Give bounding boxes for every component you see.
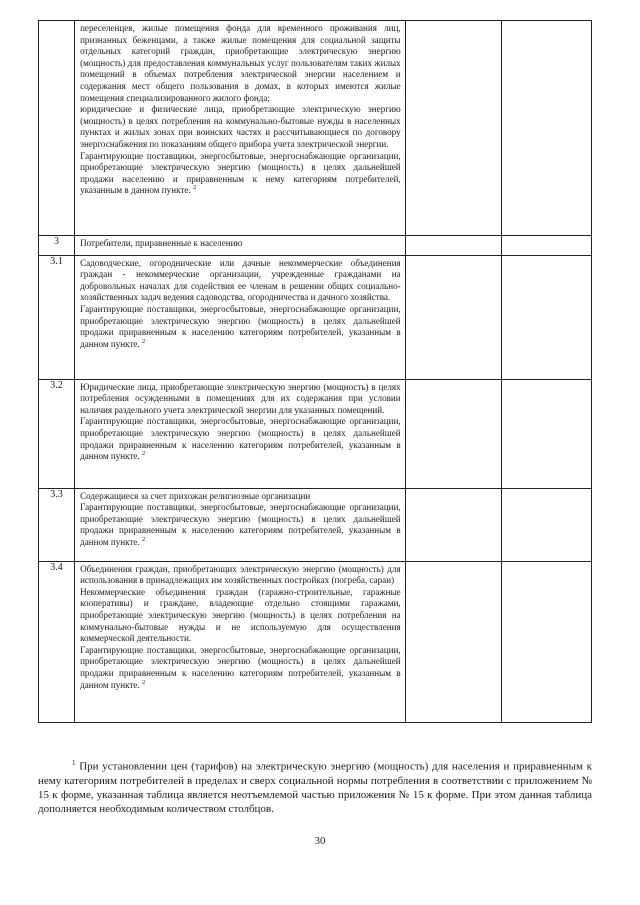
row-number: 3.1 bbox=[39, 255, 75, 379]
value-cell-1 bbox=[405, 255, 501, 379]
row-description bbox=[75, 236, 405, 255]
row-description-cell bbox=[75, 561, 406, 722]
value-cell-1 bbox=[405, 488, 501, 561]
row-description bbox=[75, 380, 405, 468]
row-description-text: Юридические лица, приобретающие электрическую энергию (мощность) в целях потребления осужденными в помещениях для их содержания при условии наличия раздельного учета электрической энергии для указанных помещений. Гарантирующие поставщики, энергосбытовые, энергоснабжающие организации, приобретающие электрическую энергию (мощность) в целях дальнейшей продажи приравненным к населению категориям потребителей, указанным в данном пункте. bbox=[80, 381, 401, 462]
row-number: 3 bbox=[39, 236, 75, 256]
table-row bbox=[39, 379, 592, 488]
value-cell-1 bbox=[405, 236, 501, 256]
row-description bbox=[75, 489, 405, 554]
row-number bbox=[39, 21, 75, 236]
table-row bbox=[39, 21, 592, 236]
footnote-ref: 2 bbox=[142, 535, 146, 543]
row-description-cell bbox=[75, 236, 406, 256]
footnote bbox=[38, 756, 592, 816]
footnote-ref: 2 bbox=[142, 678, 146, 686]
row-description bbox=[75, 256, 405, 356]
table-row bbox=[39, 236, 592, 256]
table-body bbox=[39, 21, 592, 723]
value-cell-2 bbox=[501, 561, 591, 722]
row-description-cell bbox=[75, 255, 406, 379]
footnote-ref: 2 bbox=[192, 184, 197, 192]
row-description-text: переселенцев, жилые помещения фонда для временного проживания лиц, признанных беженцами, а также жилые помещения для социальной защиты отдельных категорий граждан, приобретающие электрическую энергию (мощность) для предоставления коммунальных услуг пользователям таких жилых помещений в объемах потребления электрической энергии населением и содержания мест общего пользования в домах, в которых имеются жилые помещения специализированного жилого фонда; юридические и физические лица, приобретающие электрическую энергию (мощность) в целях потребления на коммунально-бытовые нужды в населенных пунктах и жилых зонах при воинских частях и рассчитывающиеся по договору энергоснабжения по показаниям общего прибора учета электрической энергии. Гарантирующие поставщики, энергосбытовые, энергоснабжающие организации, приобретающие электрическую энергию (мощность) в целях дальнейшей продажи населению и приравненным к нему категориям потребителей, указанным в данном пункте. bbox=[80, 23, 401, 196]
row-description-text: Объединения граждан, приобретающих электрическую энергию (мощность) для использования в принадлежащих им хозяйственных постройках (погреба, сараи) Некоммерческие объединения граждан (гаражно-строительные, гаражные кооперативы) и граждане, владеющие отдельно стоящими гаражами, приобретающие электрическую энергию (мощность) в целях потребления на коммунально-бытовые нужды и не используемую для осуществления коммерческой деятельности. Гарантирующие поставщики, энергосбытовые, энергоснабжающие организации, приобретающие электрическую энергию (мощность) в целях дальнейшей продажи приравненным к населению категориям потребителей, указанным в данном пункте. bbox=[80, 563, 401, 690]
footnote-text: При установлении цен (тарифов) на электрическую энергию (мощность) для населения и приравненным к нему категориям потребителей в пределах и сверх социальной нормы потребления в соответствии с приложением № 15 к форме, указанная таблица является неотъемлемой частью приложения № 15 к форме. При этом данная таблица дополняется необходимым количеством столбцов. bbox=[38, 760, 592, 816]
row-description bbox=[75, 562, 405, 697]
table-row bbox=[39, 488, 592, 561]
row-description-cell bbox=[75, 21, 406, 236]
value-cell-2 bbox=[501, 255, 591, 379]
footnote-ref: 2 bbox=[142, 337, 146, 345]
value-cell-1 bbox=[405, 561, 501, 722]
footnote-ref: 2 bbox=[142, 450, 146, 458]
row-number: 3.3 bbox=[39, 488, 75, 561]
table-row bbox=[39, 561, 592, 722]
footnote-mark: 1 bbox=[72, 759, 76, 767]
table-row bbox=[39, 255, 592, 379]
row-description-text: Садоводческие, огороднические или дачные некоммерческие объединения граждан - некоммерческие организации, учрежденные гражданами на добровольных началах для содействия ее членам в решении общих социально-хозяйственных задач ведения садоводства, огородничества и дачного хозяйства. Гарантирующие поставщики, энергосбытовые, энергоснабжающие организации, приобретающие электрическую энергию (мощность) в целях дальнейшей продажи приравненным к населению категориям потребителей, указанным в данном пункте. bbox=[80, 257, 401, 349]
row-description-cell bbox=[75, 379, 406, 488]
row-number: 3.4 bbox=[39, 561, 75, 722]
value-cell-2 bbox=[501, 21, 591, 236]
value-cell-2 bbox=[501, 488, 591, 561]
row-description bbox=[75, 21, 405, 202]
row-number: 3.2 bbox=[39, 379, 75, 488]
tariff-category-table bbox=[38, 20, 592, 723]
value-cell-1 bbox=[405, 21, 501, 236]
row-description-text: Потребители, приравненные к населению bbox=[80, 238, 243, 248]
value-cell-1 bbox=[405, 379, 501, 488]
value-cell-2 bbox=[501, 236, 591, 256]
page-number: 30 bbox=[314, 835, 326, 847]
value-cell-2 bbox=[501, 379, 591, 488]
row-description-cell bbox=[75, 488, 406, 561]
row-description-text: Содержащиеся за счет прихожан религиозные организации Гарантирующие поставщики, энергосбытовые, энергоснабжающие организации, приобретающие электрическую энергию (мощность) в целях дальнейшей продажи приравненным к населению категориям потребителей, указанным в данном пункте. bbox=[80, 490, 401, 547]
